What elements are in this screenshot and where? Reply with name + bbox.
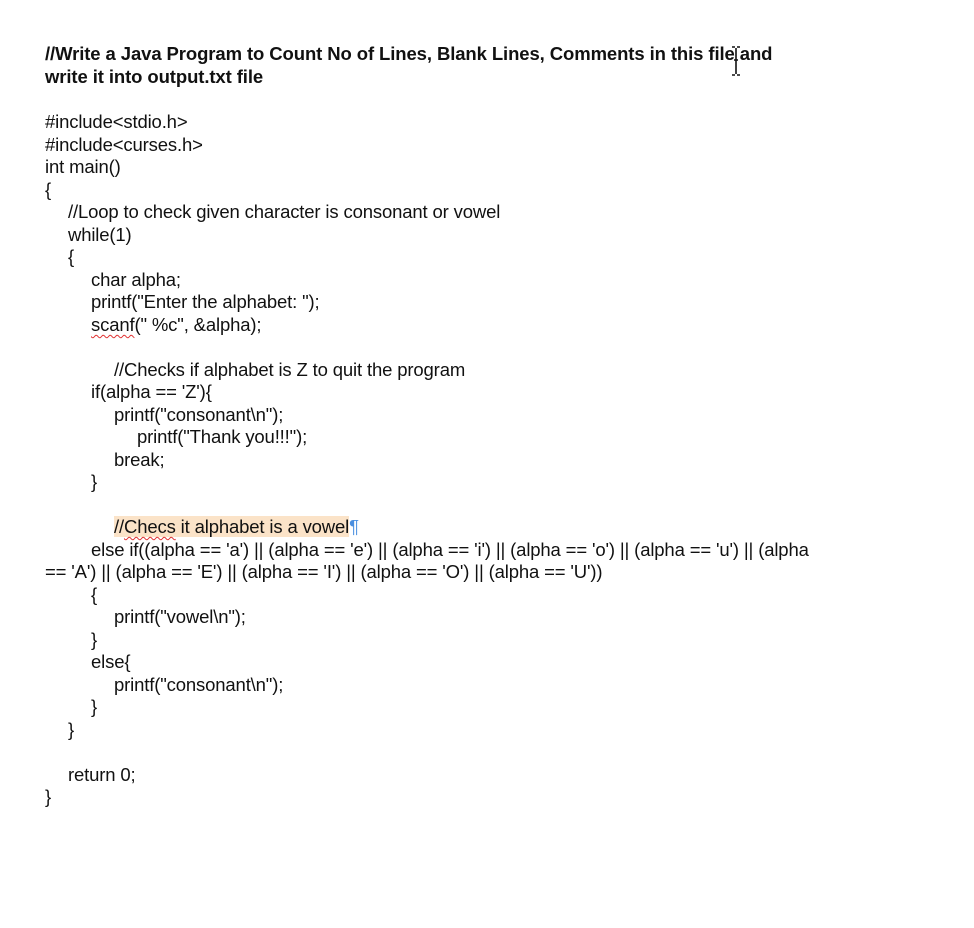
- code-line: return 0;: [68, 764, 136, 785]
- code-fragment: it alphabet is a vowel: [175, 516, 350, 537]
- code-line: printf("Enter the alphabet: ");: [91, 291, 320, 312]
- code-line: }: [91, 696, 98, 717]
- code-line: printf("Thank you!!!");: [137, 426, 308, 447]
- code-line: //Checks if alphabet is Z to quit the program: [114, 359, 466, 380]
- i-beam-cursor-icon: [731, 46, 741, 76]
- misspelled-word[interactable]: scanf: [91, 314, 135, 335]
- heading-line-2: write it into output.txt file: [45, 66, 264, 87]
- code-line: else if((alpha == 'a') || (alpha == 'e') || (alpha == 'i') || (alpha == 'o') || (alpha == 'u') || (alpha: [91, 539, 809, 560]
- misspelled-word[interactable]: Checs: [123, 516, 176, 537]
- code-line: {: [68, 246, 75, 267]
- code-line: int main(): [45, 156, 121, 177]
- code-line: printf("consonant\n");: [114, 404, 284, 425]
- code-line: break;: [114, 449, 165, 470]
- pilcrow-icon: ¶: [349, 516, 359, 537]
- text-selection: [114, 516, 349, 537]
- code-line: while(1): [68, 224, 132, 245]
- code-line: }: [91, 629, 98, 650]
- code-line: #include<stdio.h>: [45, 111, 188, 132]
- code-line: if(alpha == 'Z'){: [91, 381, 212, 402]
- code-line: //Loop to check given character is consonant or vowel: [68, 201, 501, 222]
- code-line: #include<curses.h>: [45, 134, 203, 155]
- code-fragment: (" %c", &alpha);: [134, 314, 262, 335]
- code-line: }: [68, 719, 75, 740]
- document-heading: [45, 42, 945, 88]
- code-line-selected[interactable]: [114, 516, 359, 539]
- code-line: printf("consonant\n");: [114, 674, 284, 695]
- code-line: [91, 314, 261, 337]
- code-line: {: [91, 584, 98, 605]
- code-line: {: [45, 179, 52, 200]
- code-line: }: [45, 786, 52, 807]
- code-line: char alpha;: [91, 269, 181, 290]
- code-line: }: [91, 471, 98, 492]
- code-line: printf("vowel\n");: [114, 606, 246, 627]
- code-line: == 'A') || (alpha == 'E') || (alpha == 'I') || (alpha == 'O') || (alpha == 'U')): [45, 561, 603, 582]
- code-fragment: //: [114, 516, 124, 537]
- heading-line-1: //Write a Java Program to Count No of Lines, Blank Lines, Comments in this file and: [45, 43, 773, 64]
- code-line: else{: [91, 651, 131, 672]
